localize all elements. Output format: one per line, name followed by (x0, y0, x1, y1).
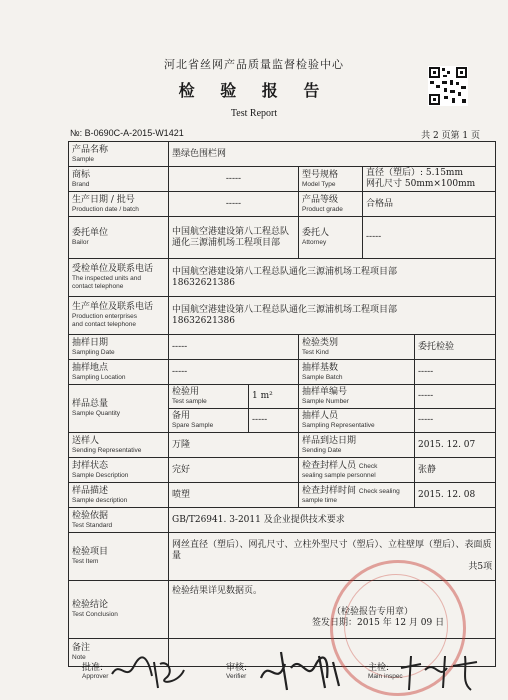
item-count: 共5项 (468, 561, 493, 572)
approver-label-en: Approver (82, 673, 109, 680)
row-sampling-location (69, 360, 496, 385)
bailor-label: 委托单位 (72, 228, 109, 239)
verifier-signature (255, 648, 345, 694)
row-product-name (69, 142, 496, 167)
remark-label-en: Note (72, 654, 86, 661)
row-producer (69, 297, 496, 335)
sample-qty-label: 样品总量 (72, 399, 109, 410)
inspector-signature (395, 650, 485, 694)
sampling-loc-label-en: Sampling Location (72, 373, 126, 381)
producer-tel-value: 18632621386 (172, 315, 235, 326)
seal-check-time-label-cn: 检查封样时间 (302, 485, 357, 496)
sample-desc-value: 喷塑 (169, 483, 299, 508)
item-label-en: Test Item (72, 558, 99, 565)
org-name: 河北省丝网产品质量监督检验中心 (164, 58, 344, 71)
row-basis (69, 508, 496, 533)
report-subtitle: Test Report (230, 108, 278, 119)
sampling-date-value: ----- (169, 335, 299, 360)
verifier-label-en: Verifier (226, 673, 247, 680)
report-number: №: B-0690C-A-2015-W1421 (70, 128, 184, 138)
bailor-value: 中国航空港建设第八工程总队通化三源浦机场工程项目部 (169, 217, 299, 259)
seal-check-time-label-en-2: sample time (302, 496, 338, 504)
seal-check-time-label-en-1: Check sealing (358, 487, 400, 495)
sampling-date-label: 抽样日期 (72, 337, 109, 348)
row-sampling-date (69, 335, 496, 360)
seal-check-time-label (302, 486, 411, 497)
sample-batch-label: 抽样基数 (302, 362, 339, 373)
model-value-2: 网孔尺寸 50mm×100mm (366, 179, 476, 189)
qr-code-icon (428, 66, 468, 106)
seal-check-person-label-en-2: sealing sample personnel (302, 471, 376, 479)
item-value: 网丝直径（塑后）、网孔尺寸、立柱外型尺寸（塑后）、立柱壁厚（塑后）、表面质量 (172, 540, 492, 562)
sending-date-label: 样品到达日期 (302, 435, 357, 446)
approver-signature (108, 652, 188, 692)
spare-sample-label: 备用 (172, 411, 191, 422)
test-kind-label: 检验类别 (302, 337, 339, 348)
prod-date-value: ----- (169, 192, 299, 217)
row-sending-rep (69, 433, 496, 458)
row-sealing (69, 458, 496, 483)
prod-date-label: 生产日期 / 批号 (72, 194, 135, 205)
grade-label-en: Product grade (302, 205, 343, 213)
sample-batch-value: ----- (415, 360, 496, 385)
sample-batch-label-en: Sample Batch (302, 373, 343, 381)
inspected-label-en-2: contact telephone (72, 282, 124, 290)
sending-rep-label: 送样人 (72, 435, 100, 446)
sample-desc-label: 样品描述 (72, 485, 109, 496)
brand-label-en: Brand (72, 180, 90, 188)
seal-note: （检验报告专用章） (332, 606, 414, 617)
sending-date-value: 2015. 12. 07 (415, 433, 496, 458)
sealing-value: 完好 (169, 458, 299, 483)
sampling-date-label-en: Sampling Date (72, 348, 115, 356)
attorney-label: 委托人 (302, 228, 330, 239)
spare-sample-label-en: Spare Sample (172, 422, 214, 429)
seal-check-person-label-en-1: Check (358, 462, 378, 470)
sampling-loc-label: 抽样地点 (72, 362, 109, 373)
sampling-rep-label: 抽样人员 (302, 411, 339, 422)
sending-rep-label-en: Sending Representative (72, 446, 142, 454)
attorney-label-en: Attorney (302, 239, 327, 246)
seal-check-time-value: 2015. 12. 08 (415, 483, 496, 508)
producer-label: 生产单位及联系电话 (72, 302, 154, 313)
sample-number-label: 抽样单编号 (302, 387, 348, 398)
basis-label: 检验依据 (72, 510, 109, 521)
inspector-label-en: Main inspec (368, 673, 403, 680)
sample-qty-label-en: Sample Quantity (72, 410, 121, 417)
inspected-unit-value: 中国航空港建设第八工程总队通化三源浦机场工程项目部 (172, 266, 398, 277)
sample-number-value: ----- (415, 385, 496, 409)
row-brand (69, 167, 496, 192)
issue-date: 签发日期：2015 年 12 月 09 日 (312, 617, 445, 628)
conclusion-label: 检验结论 (72, 600, 109, 611)
producer-unit-value: 中国航空港建设第八工程总队通化三源浦机场工程项目部 (172, 304, 398, 315)
producer-label-en-2: and contact telephone (72, 320, 136, 328)
remark-label: 备注 (72, 643, 91, 654)
row-inspected-unit (69, 259, 496, 297)
page-count: 共 2 页第 1 页 (421, 131, 480, 141)
row-sample-description (69, 483, 496, 508)
row-sample-quantity-a (69, 385, 496, 409)
inspected-tel-value: 18632621386 (172, 277, 235, 288)
sealing-label: 封样状态 (72, 460, 109, 471)
sealing-label-en: Sample Description (72, 471, 129, 479)
sampling-rep-value: ----- (415, 409, 496, 433)
sample-desc-label-en: Sample description (72, 496, 128, 504)
grade-label: 产品等级 (302, 194, 339, 205)
spare-sample-value: ----- (249, 409, 299, 433)
verifier-label (226, 660, 247, 680)
attorney-value: ----- (363, 217, 496, 259)
seal-check-person-value: 张静 (415, 458, 496, 483)
report-table (68, 141, 496, 667)
conclusion-value: 检验结果详见数据页。 (172, 586, 263, 596)
row-conclusion (69, 581, 496, 639)
test-sample-value: 1 m² (249, 385, 299, 409)
test-sample-label: 检验用 (172, 387, 200, 398)
report-title: 检 验 报 告 (178, 81, 330, 100)
sending-rep-value: 万隆 (169, 433, 299, 458)
conclusion-label-en: Test Conclusion (72, 611, 118, 618)
model-value-1: 直径（塑后）: 5.15mm (366, 168, 464, 179)
row-test-item (69, 533, 496, 581)
producer-label-en-1: Production enterprises (72, 313, 138, 321)
model-label: 型号规格 (302, 169, 339, 180)
verifier-label-cn: 审核: (226, 663, 248, 673)
sending-date-label-en: Sending Date (302, 446, 342, 454)
sample-number-label-en: Sample Number (302, 398, 349, 405)
product-name-value: 墨绿色围栏网 (169, 142, 496, 167)
test-kind-label-en: Test Kind (302, 348, 329, 356)
test-sample-label-en: Test sample (172, 398, 207, 405)
basis-value: GB/T26941. 3-2011 及企业提供技术要求 (169, 508, 496, 533)
item-label: 检验项目 (72, 547, 109, 558)
product-name-label: 产品名称 (72, 144, 109, 155)
row-bailor (69, 217, 496, 259)
inspected-label: 受检单位及联系电话 (72, 264, 154, 275)
approver-label (82, 660, 108, 680)
grade-value: 合格品 (363, 192, 496, 217)
seal-check-person-label-cn: 检查封样人员 (302, 460, 357, 471)
inspected-label-en-1: The inspected units and (72, 275, 142, 283)
prod-date-label-en: Production date / batch (72, 205, 139, 213)
model-label-en: Model Type (302, 180, 336, 188)
inspector-label-cn: 主检: (368, 663, 390, 673)
brand-label: 商标 (72, 169, 91, 180)
approver-label-cn: 批准: (82, 663, 104, 673)
sampling-rep-label-en: Sampling Representative (302, 422, 375, 429)
basis-label-en: Test Standard (72, 521, 113, 529)
sampling-loc-value: ----- (169, 360, 299, 385)
product-name-label-en: Sample (72, 155, 95, 163)
test-kind-value: 委托检验 (415, 335, 496, 360)
bailor-label-en: Bailor (72, 239, 89, 246)
seal-check-person-label (302, 461, 411, 472)
brand-value: ----- (169, 167, 299, 192)
row-production-date (69, 192, 496, 217)
